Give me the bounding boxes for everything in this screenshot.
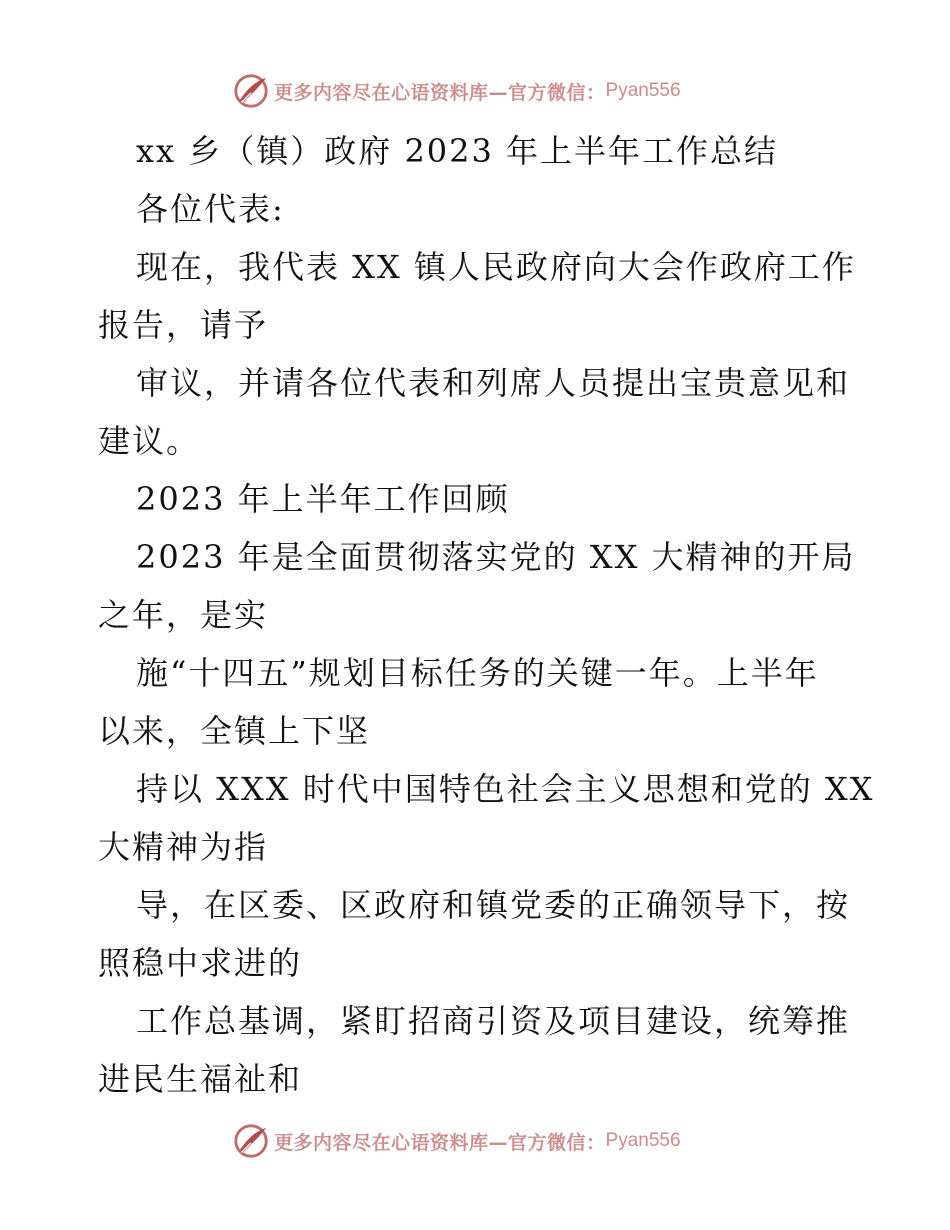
- paragraph-line: 持以 XXX 时代中国特色社会主义思想和党的 XX: [136, 770, 875, 808]
- watermark-header: [232, 71, 681, 111]
- watermark-text: 更多内容尽在心语资料库—官方微信：: [274, 1131, 606, 1154]
- watermark-wechat-id: Pyan556: [605, 1130, 681, 1151]
- paragraph-line: 进民生福祉和: [98, 1060, 303, 1098]
- document-body: [98, 122, 875, 1108]
- paragraph-line: 审议，并请各位代表和列席人员提出宝贵意见和: [136, 364, 851, 402]
- section-heading: 2023 年上半年工作回顾: [136, 480, 510, 518]
- paragraph-line: 报告，请予: [98, 306, 269, 344]
- paragraph-line: 照稳中求进的: [98, 944, 303, 982]
- paragraph-line: 2023 年是全面贯彻落实党的 XX 大精神的开局: [136, 538, 856, 576]
- paragraph-line: 施“十四五”规划目标任务的关键一年。上半年: [136, 654, 819, 692]
- feather-pen-logo-icon: [232, 1122, 270, 1160]
- paragraph-line: 以来，全镇上下坚: [98, 712, 371, 750]
- paragraph-line: 之年，是实: [98, 596, 269, 634]
- watermark-text: 更多内容尽在心语资料库—官方微信：: [274, 81, 606, 104]
- paragraph-line: 现在，我代表 XX 镇人民政府向大会作政府工作: [136, 248, 856, 286]
- paragraph-line: 大精神为指: [98, 828, 269, 866]
- paragraph-line: 工作总基调，紧盯招商引资及项目建设，统筹推: [136, 1002, 851, 1040]
- watermark-wechat-id: Pyan556: [605, 80, 681, 101]
- document-title: xx 乡（镇）政府 2023 年上半年工作总结: [136, 132, 779, 170]
- feather-pen-logo-icon: [232, 72, 270, 110]
- watermark-footer: [232, 1121, 681, 1161]
- salutation: 各位代表:: [136, 190, 285, 228]
- paragraph-line: 建议。: [98, 422, 201, 460]
- paragraph-line: 导，在区委、区政府和镇党委的正确领导下，按: [136, 886, 851, 924]
